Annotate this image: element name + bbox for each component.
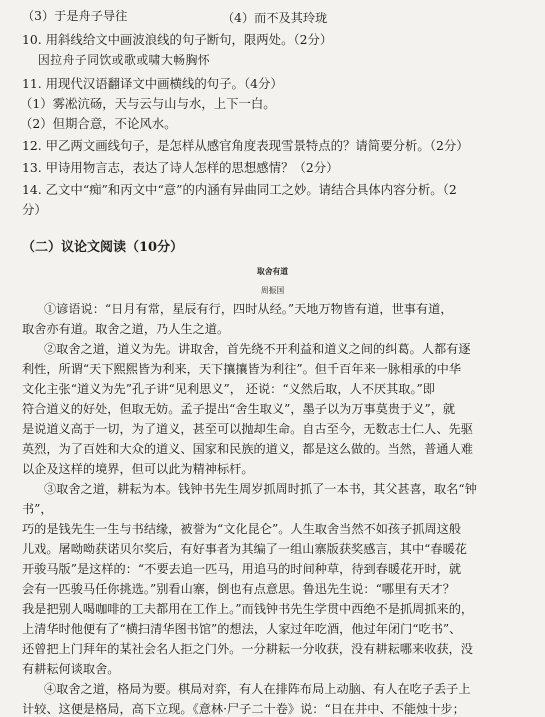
article-author: 周振国 [260,286,285,295]
body-line: 英烈，为了百姓和大众的道义、国家和民族的道义，都是这么做的。当然，普通人难 [22,442,473,456]
question-14: 14. 乙文中“痴”和丙文中“意”的内涵有异曲同工之妙。请结合具体内容分析。（2 [22,182,457,197]
question-14-cont: 分） [22,202,47,217]
body-line: 会有一匹骏马任你挑选。”别看山寨，倒也有点意思。鲁迅先生说：“哪里有天才？ [22,582,455,596]
question-11-part-1: （1）雾凇沆砀，天与云与山与水，上下一白。 [20,96,276,111]
question-10-sentence: 因拉舟子同饮或歌或啸大畅胸怀 [38,53,211,67]
question-13: 13. 甲诗用物言志，表达了诗人怎样的思想感情？（2分） [22,160,339,175]
body-line: 以企及这样的境界，但可以此为精神标杆。 [22,462,254,476]
question-11: 11. 用现代汉语翻译文中画横线的句子。（4分） [22,76,283,91]
body-line: 还曾把上门拜年的某社会名人拒之门外。一分耕耘一分收获，没有耕耘哪来收获，没 [22,642,473,656]
body-line: 文化主张“道义为先”孔子讲“见利思义”， 还说：“义然后取，人不厌其取。”即 [22,382,435,396]
body-line: ②取舍之道，道义为先。讲取舍，首先绕不开利益和道义之间的纠葛。人都有逐 [44,342,471,356]
body-line: ④取舍之道，格局为要。棋局对弈，有人在排阵布局上动脑、有人在吃子丢子上 [44,682,471,696]
body-line: 上清华时他便有了“横扫清华图书馆”的想法，人家过年吃酒，他过年闭门“吃书”、 [22,622,462,636]
body-line: 利性，所谓“天下熙熙皆为利来，天下攘攘皆为利往”。但千百年来一脉相承的中华 [22,362,462,376]
body-line: ①谚语说：“日月有常，星辰有行，四时从经。”天地万物皆有道，世事有道， [44,302,453,316]
body-line: 儿戏。屠呦呦获诺贝尔奖后，有好事者为其编了一组山寨版获奖感言，其中“春暖花 [22,542,467,556]
body-line: ③取舍之道，耕耘为本。钱钟书先生周岁抓周时抓了一本书，其父甚喜，取名“钟 [44,482,477,496]
body-line: 书”， [22,502,53,516]
body-line: 有耕耘何谈取舍。 [22,662,120,676]
option-3: （3）于是舟子导往 [22,9,128,23]
body-line: 我是把别人喝咖啡的工夫都用在工作上。”而钱钟书先生学贯中西绝不是抓周抓来的， [22,602,474,616]
question-10: 10. 用斜线给文中画波浪线的句子断句，限两处。（2分） [22,32,333,47]
question-12: 12. 甲乙两文画线句子，是怎样从感官角度表现雪景特点的？请简要分析。（2分） [22,138,469,153]
section-heading: （二）议论文阅读（10分） [22,240,184,255]
article-title: 取舍有道 [256,267,289,276]
body-line: 是说道义高于一切，为了道义，甚至可以抛却生命。自古至今，无数志士仁人、先驱 [22,422,473,436]
body-line: 开骏马版”是这样的：“不要去追一匹马，用追马的时间种草，待到春暖花开时，就 [22,562,462,576]
body-line: 巧的是钱先生一生与书结缘，被誉为“文化昆仑”。人生取舍当然不如孩子抓周这般 [22,522,462,536]
body-line: 符合道义的好处，但取无妨。孟子提出“舍生取义”，墨子以为万事莫贵于义”，就 [22,402,456,416]
option-4: （4）而不及其玲珑 [222,11,328,25]
question-11-part-2: （2）但期合意，不论风水。 [20,116,177,131]
body-line: 取舍亦有道。取舍之道，乃人生之道。 [22,322,230,336]
body-line: 计较、这便是格局，高下立现。《意林·尸子二十卷》说：“日在井中、不能烛十步； [22,702,465,716]
